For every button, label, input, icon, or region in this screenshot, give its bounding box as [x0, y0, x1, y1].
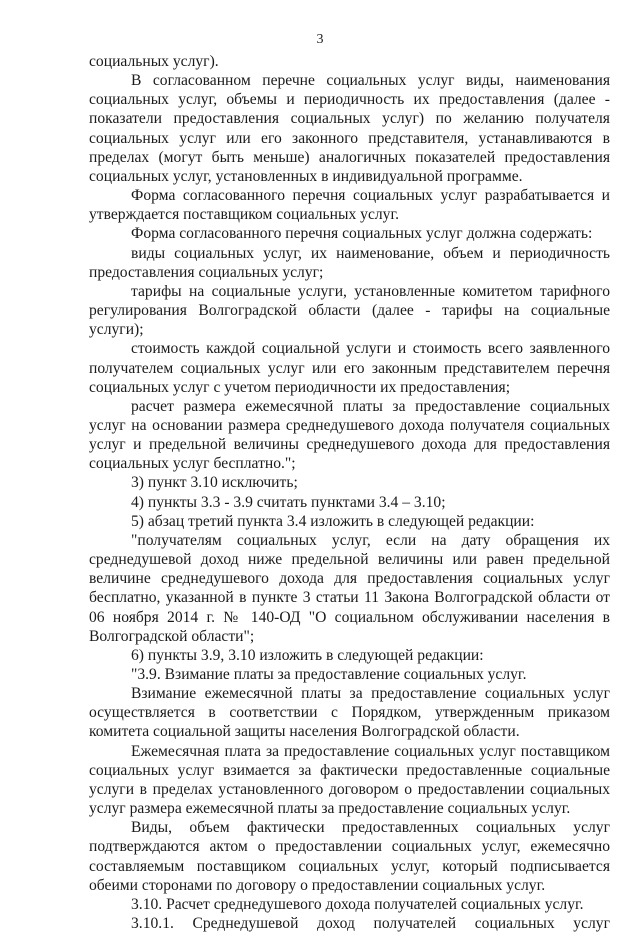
paragraph-monthly-fee-order: Взимание ежемесячной платы за предоставление социальных услуг осуществляется в соответствии с Порядком, утвержденным приказом комитета социальной защиты населения Волгоградской области. — [89, 685, 610, 741]
list-item-cost: стоимость каждой социальной услуги и стоимость всего заявленного получателем социальных услуг или его законным представителем перечня социальных услуг с учетом периодичности их предоставления; — [89, 340, 610, 396]
list-item-tariffs: тарифы на социальные услуги, установленные комитетом тарифного регулирования Волгоградской области (далее - тарифы на социальные услуги); — [89, 282, 610, 339]
paragraph-services-act: Виды, объем фактически предоставленных социальных услуг подтверждаются актом о предоставлении социальных услуг, ежемесячно составляемым поставщиком социальных услуг, который подписывается обеими сторонами по договору о предоставлении социальных услуг. — [89, 819, 610, 894]
amendment-item-5: 5) абзац третий пункта 3.4 изложить в следующей редакции: — [131, 512, 535, 530]
section-heading-3-9: "3.9. Взимание платы за предоставление социальных услуг. — [131, 666, 527, 683]
list-item-types: виды социальных услуг, их наименование, объем и периодичность предоставления социальных услуг; — [89, 244, 610, 281]
section-heading-3-10-1: 3.10.1. Среднедушевой доход получателей социальных услуг — [131, 915, 610, 933]
amendment-item-3: 3) пункт 3.10 исключить; — [131, 474, 298, 492]
section-heading-3-10: 3.10. Расчет среднедушевого дохода получателей социальных услуг. — [131, 895, 584, 913]
paragraph-form-developed: Форма согласованного перечня социальных услуг разрабатывается и утверждается поставщиком социальных услуг. — [89, 187, 610, 224]
amendment-item-4: 4) пункты 3.3 - 3.9 считать пунктами 3.4 – 3.10; — [131, 493, 446, 511]
paragraph-agreed-list-indicators: В согласованном перечне социальных услуг виды, наименования социальных услуг, объемы и периодичность их предоставления (далее - показатели предоставления социальных услуг) по желанию получателя социальных услуг или его законного представителя, устанавливаются в пределах (могут быть меньше) аналогичных показателей предоставления социальных услуг, установленных в индивидуальной программе. — [89, 72, 610, 185]
list-item-payment-calculation: расчет размера ежемесячной платы за предоставление социальных услуг на основании размера среднедушевого дохода получателя социальных услуг и предельной величины среднедушевого дохода для предоставления социальных услуг бесплатно."; — [89, 397, 610, 473]
document-body — [89, 52, 610, 933]
amendment-item-6: 6) пункты 3.9, 3.10 изложить в следующей редакции: — [131, 646, 484, 664]
page-number: 3 — [316, 32, 324, 47]
quoted-paragraph-recipients: "получателям социальных услуг, если на дату обращения их среднедушевой доход ниже предельной величины или равен предельной величине среднедушевого дохода для предоставления социальных услуг бесплатно, указанной в пункте 3 статьи 11 Закона Волгоградской области от 06 ноября 2014 г. № 140-ОД "О социальном обслуживании населения в Волгоградской области"; — [89, 531, 610, 645]
paragraph-monthly-fee-charged: Ежемесячная плата за предоставление социальных услуг поставщиком социальных услуг взимается за фактически предоставленные социальные услуги в пределах установленного договором о предоставлении социальных услуг размера ежемесячной платы за предоставление социальных услуг. — [89, 742, 610, 818]
paragraph-form-contents: Форма согласованного перечня социальных услуг должна содержать: — [131, 225, 593, 243]
paragraph-continuation: социальных услуг). — [89, 53, 219, 70]
